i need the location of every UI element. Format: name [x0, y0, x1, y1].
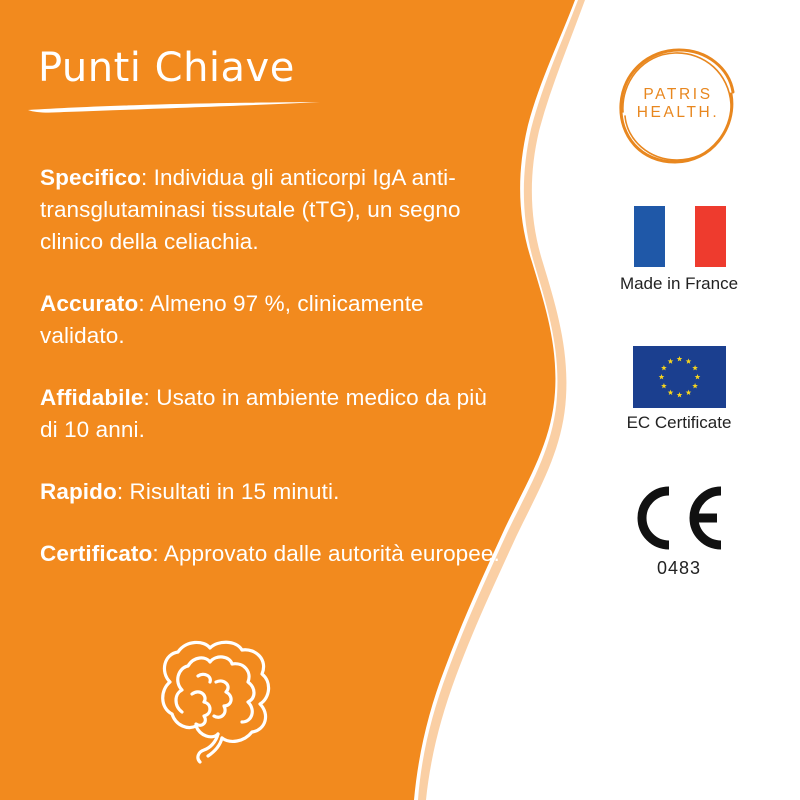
page-title: Punti Chiave: [38, 45, 295, 91]
key-point-text: : Approvato dalle autorità europee.: [152, 541, 500, 566]
key-points-list: [40, 162, 510, 600]
title-underline: [24, 98, 324, 118]
intestine-icon: [152, 632, 276, 764]
key-point-label: Specifico: [40, 165, 141, 190]
made-in-france-label: Made in France: [619, 274, 739, 293]
ce-mark: [632, 485, 728, 551]
key-point-certificato: [40, 538, 510, 570]
ec-certificate-label: EC Certificate: [626, 413, 732, 432]
key-point-affidabile: [40, 382, 510, 446]
key-point-text: : Individua gli anticorpi IgA anti-transglutaminasi tissutale (tTG), un segno clinico della celiachia.: [40, 165, 461, 254]
eu-flag: [633, 346, 726, 408]
logo-text-line1: PATRIS: [643, 86, 713, 103]
key-point-text: : Usato in ambiente medico da più di 10 anni.: [40, 385, 488, 442]
key-point-specifico: [40, 162, 510, 258]
key-point-text: : Almeno 97 %, clinicamente validato.: [40, 291, 424, 348]
key-point-label: Accurato: [40, 291, 139, 316]
key-point-label: Certificato: [40, 541, 153, 566]
france-flag: [634, 206, 726, 267]
ce-number: 0483: [656, 558, 702, 578]
key-point-label: Affidabile: [40, 385, 144, 410]
key-point-label: Rapido: [40, 479, 117, 504]
key-point-text: : Risultati in 15 minuti.: [116, 479, 340, 504]
key-point-rapido: [40, 476, 510, 508]
patris-health-logo: [613, 42, 743, 172]
key-point-accurato: [40, 288, 510, 352]
logo-text-line2: HEALTH.: [636, 104, 720, 121]
